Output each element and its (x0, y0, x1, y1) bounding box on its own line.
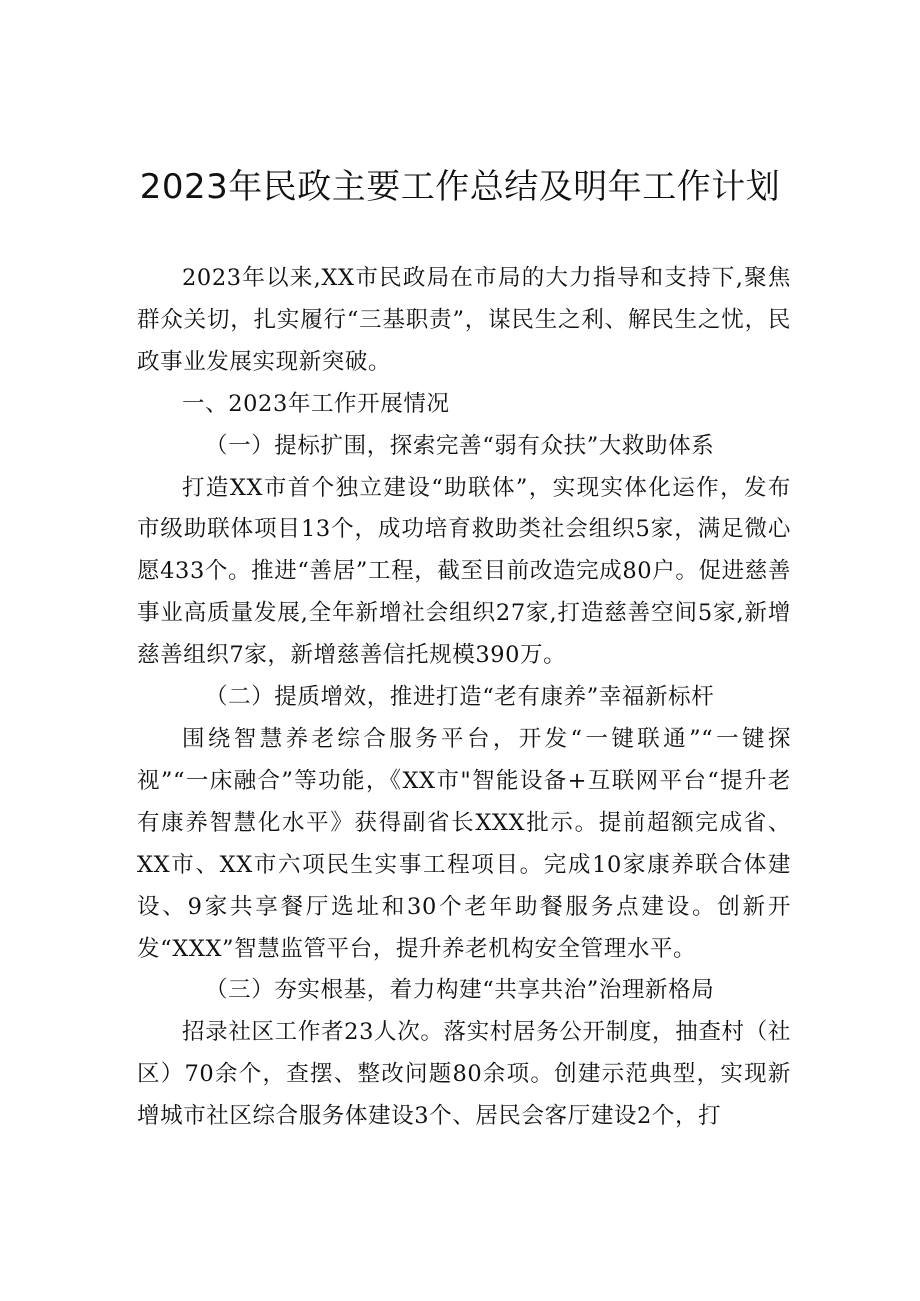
subsection-heading-1: （一）提标扩围，探索完善“弱有众扶”大救助体系 (205, 432, 715, 459)
document-body (137, 258, 791, 1138)
subsection-heading-3: （三）夯实根基，着力构建“共享共治”治理新格局 (205, 977, 715, 1004)
subsection-paragraph-3: 招录社区工作者23人次。落实村居务公开制度，抽查村（社区）70余个，查摆、整改问题80余项。创建示范典型，实现新增城市社区综合服务体建设3个、居民会客厅建设2个，打 (137, 1019, 791, 1130)
section-heading-1: 一、2023年工作开展情况 (182, 390, 450, 417)
subsection-paragraph-1: 打造XX市首个独立建设“助联体”，实现实体化运作，发布市级助联体项目13个，成功培育救助类社会组织5家，满足微心愿433个。推进“善居”工程，截至目前改造完成80户。促进慈善事业高质量发展,全年新增社会组织27家,打造慈善空间5家,新增慈善组织7家，新增慈善信托规模390万。 (137, 474, 791, 669)
subsection-heading-2: （二）提质增效，推进打造“老有康养”幸福新标杆 (205, 684, 715, 711)
intro-paragraph: 2023年以来,XX市民政局在市局的大力指导和支持下,聚焦群众关切，扎实履行“三基职责”，谋民生之利、解民生之忧，民政事业发展实现新突破。 (137, 265, 791, 375)
document-title: 2023年民政主要工作总结及明年工作计划 (139, 167, 781, 207)
subsection-paragraph-2: 围绕智慧养老综合服务平台，开发“一键联通”“一键探视”“一床融合”等功能，《XX市"智能设备+互联网平台“提升老有康养智慧化水平》获得副省长XXX批示。提前超额完成省、XX市、XX市六项民生实事工程项目。完成10家康养联合体建设、9家共享餐厅选址和30个老年助餐服务点建设。创新开发“XXX”智慧监管平台，提升养老机构安全管理水平。 (137, 725, 791, 962)
